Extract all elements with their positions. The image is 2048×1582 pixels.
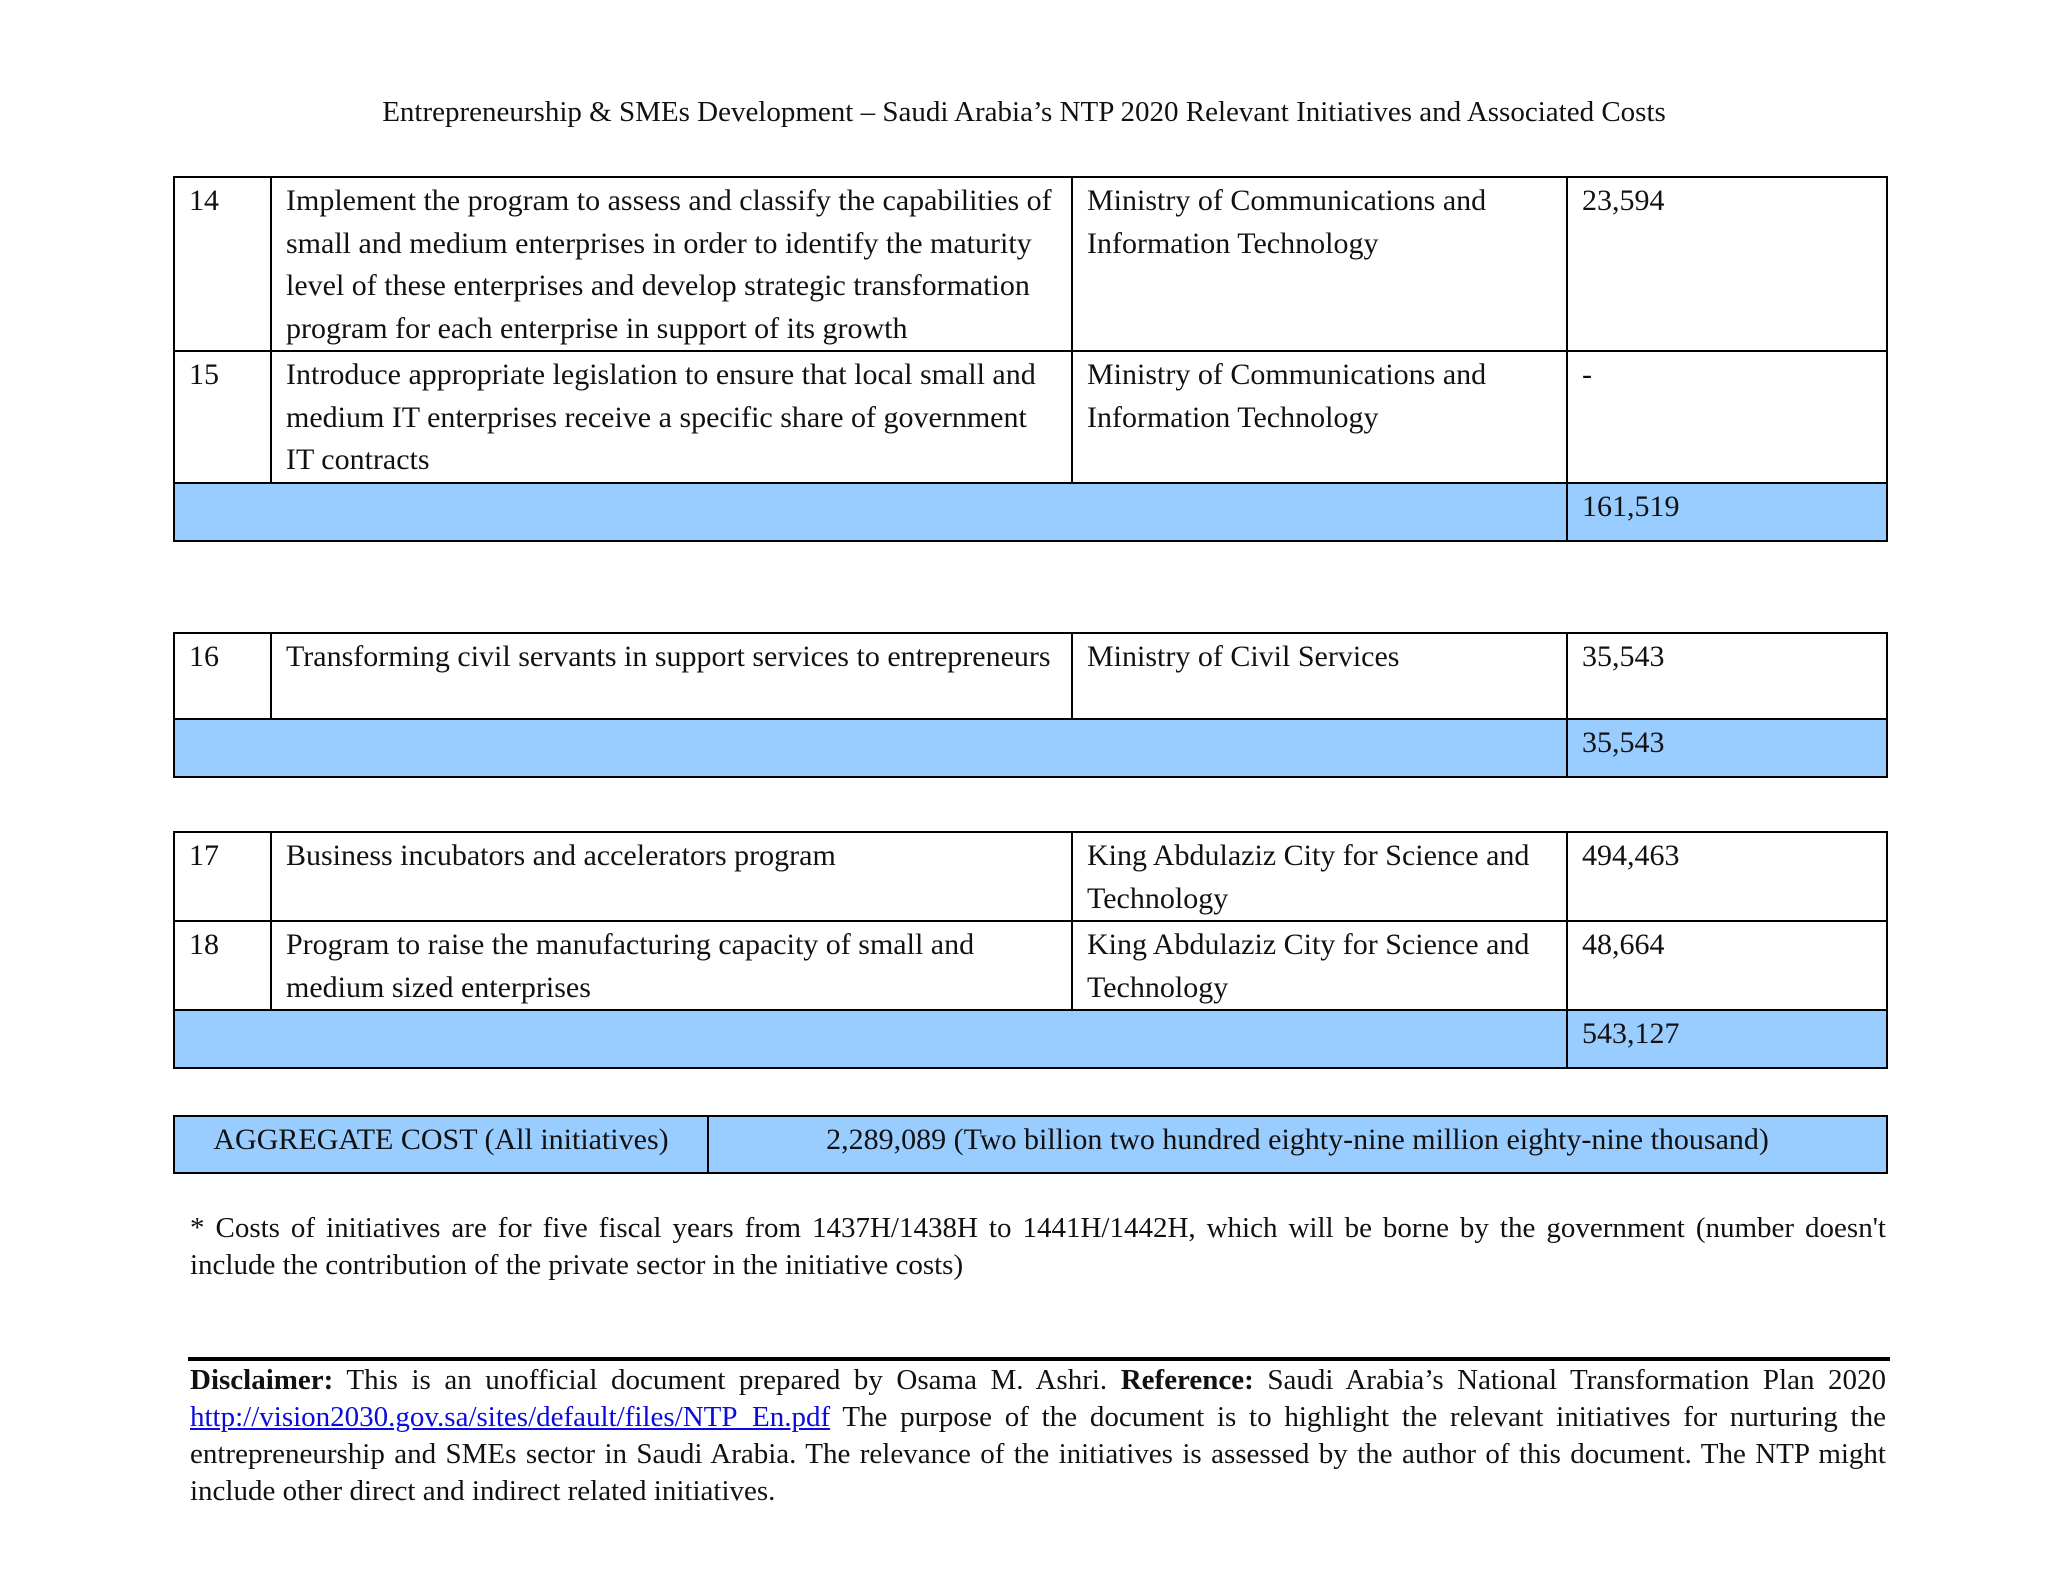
subtotal-value: 543,127 — [1567, 1010, 1887, 1068]
purpose-text: The purpose of the document is to highlight the relevant initiatives for nurturing the entrepreneurship and SMEs sector in Saudi Arabia. The relevance of the initiatives is assessed by the author of this document. The NTP might include other direct and indirect related initiatives. — [190, 1401, 1886, 1507]
initiative-description: Business incubators and accelerators program — [271, 832, 1072, 921]
subtotal-row — [174, 1010, 1887, 1068]
aggregate-cost-table — [173, 1115, 1888, 1174]
table-row — [174, 351, 1887, 483]
initiative-ministry: King Abdulaziz City for Science and Technology — [1072, 832, 1567, 921]
initiative-ministry: Ministry of Communications and Information Technology — [1072, 177, 1567, 351]
subtotal-row — [174, 483, 1887, 541]
disclaimer-text: This is an unofficial document prepared by Osama M. Ashri. — [346, 1364, 1108, 1396]
initiative-ministry: Ministry of Communications and Information Technology — [1072, 351, 1567, 483]
table-row — [174, 633, 1887, 719]
subtotal-spacer — [174, 719, 1567, 777]
table-row — [174, 921, 1887, 1010]
initiative-cost: 494,463 — [1567, 832, 1887, 921]
page-title: Entrepreneurship & SMEs Development – Saudi Arabia’s NTP 2020 Relevant Initiatives and Associated Costs — [382, 96, 1666, 128]
aggregate-label: AGGREGATE COST (All initiatives) — [174, 1116, 708, 1173]
initiatives-table-17-18 — [173, 831, 1888, 1069]
disclaimer-label: Disclaimer: — [190, 1364, 334, 1396]
cost-footnote: * Costs of initiatives are for five fiscal years from 1437H/1438H to 1441H/1442H, which will be borne by the government (number doesn't include the contribution of the private sector in the initiative costs) — [190, 1212, 1886, 1281]
aggregate-row — [174, 1116, 1887, 1173]
initiative-number: 17 — [174, 832, 271, 921]
subtotal-row — [174, 719, 1887, 777]
reference-link[interactable]: http://vision2030.gov.sa/sites/default/files/NTP_En.pdf — [190, 1401, 831, 1433]
subtotal-spacer — [174, 1010, 1567, 1068]
initiatives-table-14-15 — [173, 176, 1888, 542]
initiative-ministry: Ministry of Civil Services — [1072, 633, 1567, 719]
initiative-cost: 35,543 — [1567, 633, 1887, 719]
disclaimer-divider — [188, 1357, 1890, 1361]
initiatives-table-16 — [173, 632, 1888, 778]
initiative-description: Introduce appropriate legislation to ensure that local small and medium IT enterprises receive a specific share of government IT contracts — [271, 351, 1072, 483]
initiative-description: Implement the program to assess and classify the capabilities of small and medium enterprises in order to identify the maturity level of these enterprises and develop strategic transformation program for each enterprise in support of its growth — [271, 177, 1072, 351]
table-row — [174, 177, 1887, 351]
initiative-cost: 23,594 — [1567, 177, 1887, 351]
initiative-description: Program to raise the manufacturing capacity of small and medium sized enterprises — [271, 921, 1072, 1010]
initiative-ministry: King Abdulaziz City for Science and Technology — [1072, 921, 1567, 1010]
reference-text: Saudi Arabia’s National Transformation Plan 2020 — [1267, 1364, 1887, 1396]
reference-label: Reference: — [1120, 1364, 1254, 1396]
initiative-number: 18 — [174, 921, 271, 1010]
subtotal-value: 161,519 — [1567, 483, 1887, 541]
initiative-cost: 48,664 — [1567, 921, 1887, 1010]
initiative-number: 15 — [174, 351, 271, 483]
aggregate-value: 2,289,089 (Two billion two hundred eighty-nine million eighty-nine thousand) — [708, 1116, 1887, 1173]
initiative-description: Transforming civil servants in support services to entrepreneurs — [271, 633, 1072, 719]
table-row — [174, 832, 1887, 921]
initiative-cost: - — [1567, 351, 1887, 483]
initiative-number: 14 — [174, 177, 271, 351]
subtotal-spacer — [174, 483, 1567, 541]
subtotal-value: 35,543 — [1567, 719, 1887, 777]
disclaimer-paragraph — [190, 1362, 1886, 1510]
initiative-number: 16 — [174, 633, 271, 719]
